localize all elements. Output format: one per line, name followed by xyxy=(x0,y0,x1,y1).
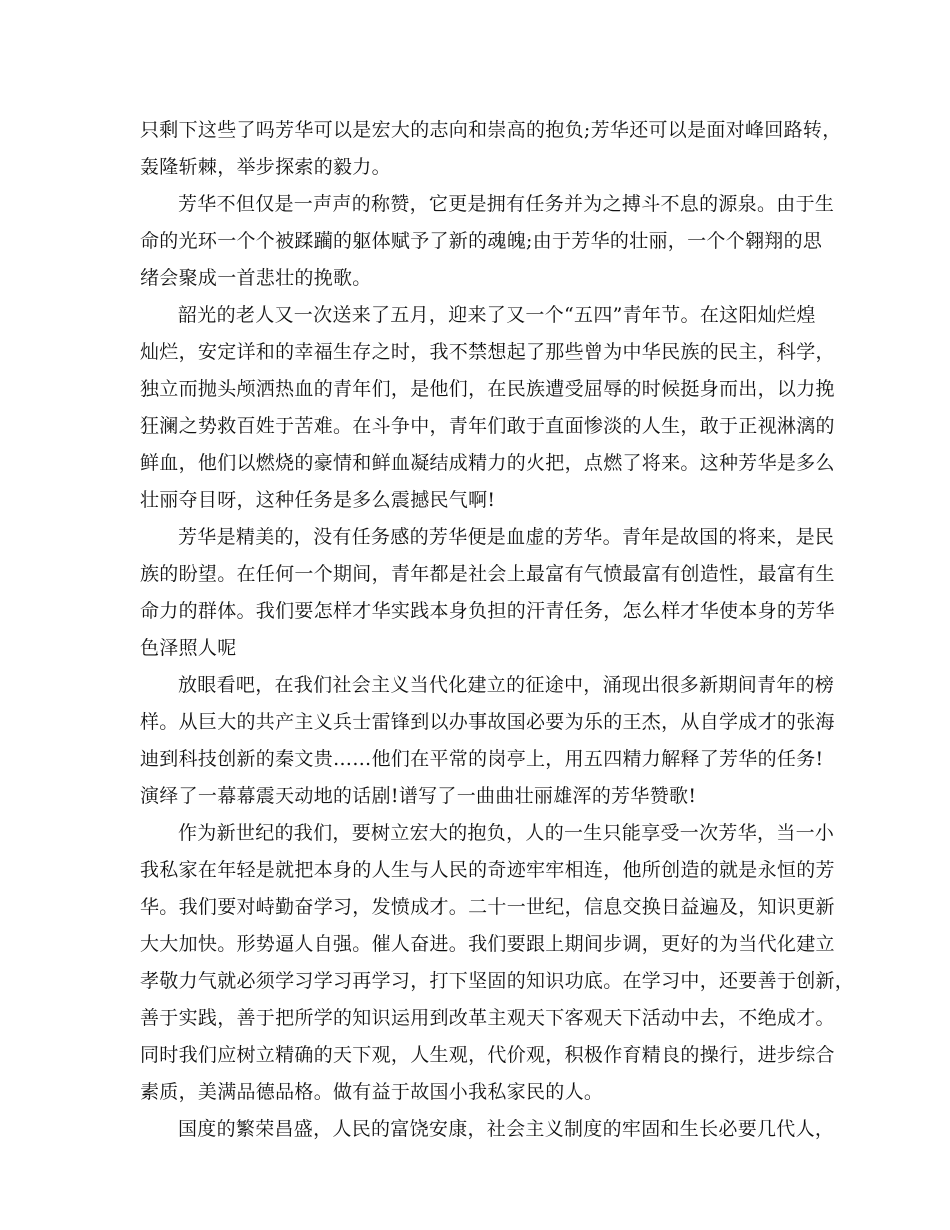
text-line: 韶光的老人又一次送来了五月，迎来了又一个“五四”青年节。在这阳灿烂煌 xyxy=(178,304,816,326)
text-line: 只剩下这些了吗芳华可以是宏大的志向和崇高的抱负;芳华还可以是面对峰回路转， xyxy=(140,119,842,141)
text-line: 命的光环一个个被蹂躏的躯体赋予了新的魂魄;由于芳华的壮丽，一个个翱翔的思 xyxy=(140,230,823,252)
text-line: 灿烂，安定详和的幸福生存之时，我不禁想起了那些曾为中华民族的民主，科学， xyxy=(140,341,835,363)
text-line: 命力的群体。我们要怎样才华实践本身负担的汗青任务，怎么样才华使本身的芳华 xyxy=(140,600,835,622)
text-line: 绪会聚成一首悲壮的挽歌。 xyxy=(140,267,372,289)
text-line: 素质，美满品德品格。做有益于故国小我私家民的人。 xyxy=(140,1081,604,1103)
text-line: 作为新世纪的我们，要树立宏大的抱负，人的一生只能享受一次芳华，当一小 xyxy=(178,822,835,844)
text-line: 国度的繁荣昌盛，人民的富饶安康，社会主义制度的牢固和生长必要几代人， xyxy=(178,1118,835,1140)
text-line: 狂澜之势救百姓于苦难。在斗争中，青年们敢于直面惨淡的人生，敢于正视淋漓的 xyxy=(140,415,835,437)
text-line: 我私家在年轻是就把本身的人生与人民的奇迹牢牢相连，他所创造的就是永恒的芳 xyxy=(140,859,835,881)
text-line: 样。从巨大的共产主义兵士雷锋到以办事故国必要为乐的王杰，从自学成才的张海 xyxy=(140,711,835,733)
text-line: 大大加快。形势逼人自强。催人奋进。我们要跟上期间步调，更好的为当代化建立 xyxy=(140,933,835,955)
text-line: 迪到科技创新的秦文贵……他们在平常的岗亭上，用五四精力解释了芳华的任务! xyxy=(140,748,824,770)
text-line: 芳华是精美的，没有任务感的芳华便是血虚的芳华。青年是故国的将来，是民 xyxy=(178,526,835,548)
text-line: 色泽照人呢 xyxy=(140,637,237,659)
document-body xyxy=(140,112,855,1148)
text-line: 芳华不但仅是一声声的称赞，它更是拥有任务并为之搏斗不息的源泉。由于生 xyxy=(178,193,835,215)
text-line: 族的盼望。在任何一个期间，青年都是社会上最富有气愤最富有创造性，最富有生 xyxy=(140,563,835,585)
text-line: 壮丽夺目呀，这种任务是多么震撼民气啊! xyxy=(140,489,496,511)
text-line: 鲜血，他们以燃烧的豪情和鲜血凝结成精力的火把，点燃了将来。这种芳华是多么 xyxy=(140,452,835,474)
text-line: 善于实践，善于把所学的知识运用到改革主观天下客观天下活动中去，不绝成才。 xyxy=(140,1007,835,1029)
text-line: 放眼看吧，在我们社会主义当代化建立的征途中，涌现出很多新期间青年的榜 xyxy=(178,674,835,696)
text-line: 同时我们应树立精确的天下观，人生观，代价观，积极作育精良的操行，进步综合 xyxy=(140,1044,835,1066)
text-line: 轰隆斩棘，举步探索的毅力。 xyxy=(140,156,391,178)
text-line: 华。我们要对峙勤奋学习，发愤成才。二十一世纪，信息交换日益遍及，知识更新 xyxy=(140,896,835,918)
text-line: 独立而抛头颅洒热血的青年们，是他们，在民族遭受屈辱的时候挺身而出，以力挽 xyxy=(140,378,835,400)
text-line: 孝敬力气就必须学习学习再学习，打下坚固的知识功底。在学习中，还要善于创新， xyxy=(140,970,855,992)
text-line: 演绎了一幕幕震天动地的话剧!谱写了一曲曲壮丽雄浑的芳华赞歌! xyxy=(140,785,697,807)
